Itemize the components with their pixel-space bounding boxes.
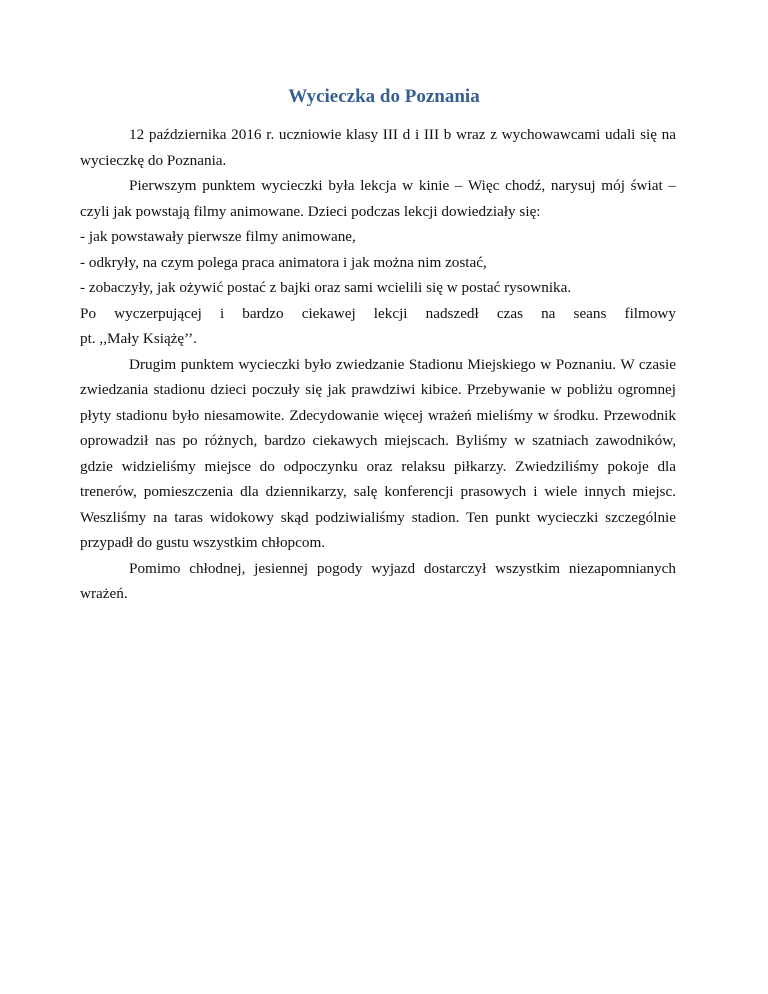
- paragraph-intro: 12 października 2016 r. uczniowie klasy III d i III b wraz z wychowawcami udali się na wycieczkę do Poznania.: [80, 126, 676, 169]
- paragraph-film-line-1: Po wyczerpującej i bardzo ciekawej lekcji nadszedł czas na seans filmowy: [80, 304, 676, 322]
- list-item: - zobaczyły, jak ożywić postać z bajki oraz sami wcielili się w postać rysownika.: [80, 279, 572, 296]
- paragraph-stadium: Drugim punktem wycieczki było zwiedzanie Stadionu Miejskiego w Poznaniu. W czasie zwiedzania stadionu dzieci poczuły się jak prawdziwi kibice. Przebywanie w pobliżu ogromnej płyty stadionu było niesamowite. Zdecydowanie więcej wrażeń mieliśmy w środku. Przewodnik oprowadził nas po różnych, bardzo ciekawych miejscach. Byliśmy w szatniach zawodników, gdzie widzieliśmy miejsce do odpoczynku oraz relaksu piłkarzy. Zwiedziliśmy pokoje dla trenerów, pomieszczenia dla dziennikarzy, salę konferencji prasowych i wiele innych miejsc. Weszliśmy na taras widokowy skąd podziwialiśmy stadion. Ten punkt wycieczki szczególnie przypadł do gustu wszystkim chłopcom.: [80, 355, 676, 551]
- document-body: [80, 122, 676, 607]
- list-item: - jak powstawały pierwsze filmy animowane,: [80, 228, 356, 245]
- paragraph-film-line-2: pt. ,,Mały Książę’’.: [80, 330, 197, 347]
- document-title: Wycieczka do Poznania: [288, 86, 480, 107]
- paragraph-closing: Pomimo chłodnej, jesiennej pogody wyjazd dostarczył wszystkim niezapomnianych wrażeń.: [80, 559, 676, 602]
- paragraph-cinema-lesson: Pierwszym punktem wycieczki była lekcja w kinie – Więc chodź, narysuj mój świat – czyli jak powstają filmy animowane. Dzieci podczas lekcji dowiedziały się:: [80, 177, 676, 220]
- list-item: - odkryły, na czym polega praca animatora i jak można nim zostać,: [80, 253, 487, 271]
